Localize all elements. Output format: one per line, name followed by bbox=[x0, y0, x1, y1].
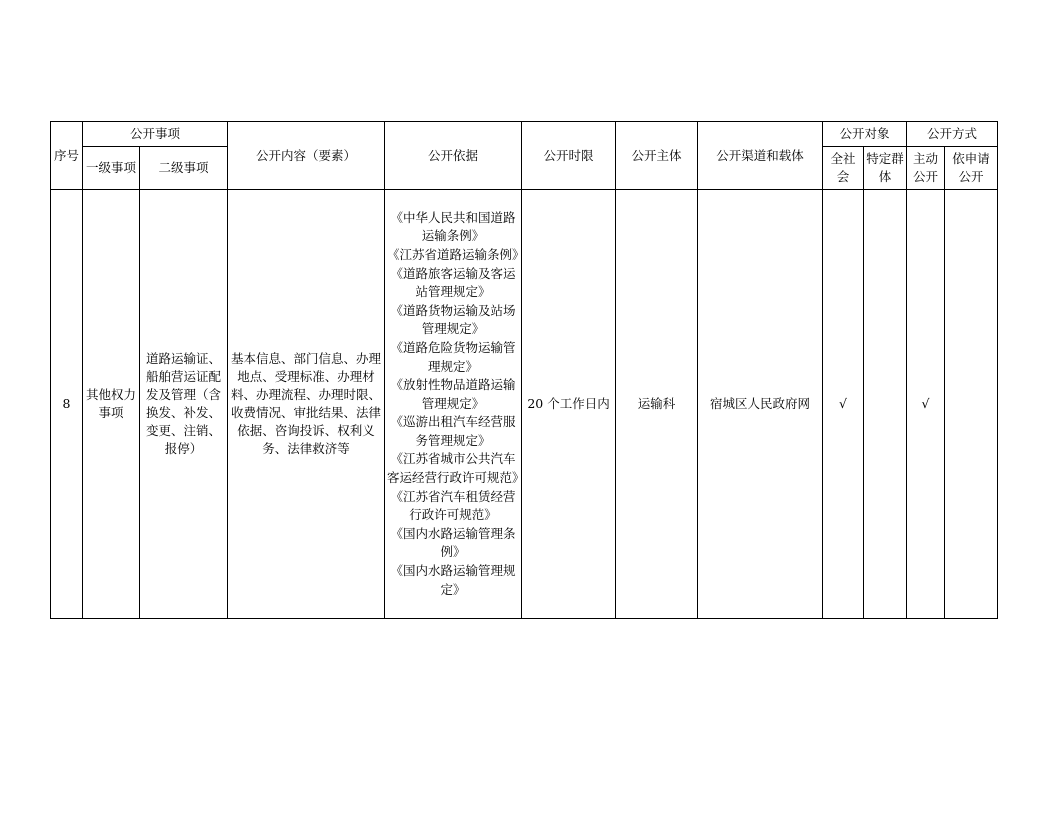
header-content: 公开内容（要素） bbox=[228, 122, 385, 190]
basis-item: 《中华人民共和国道路运输条例》 bbox=[390, 209, 516, 244]
cell-level2: 道路运输证、船舶营运证配发及管理（含换发、补发、变更、注销、报停） bbox=[140, 190, 228, 619]
cell-basis bbox=[385, 190, 525, 619]
basis-item: 《江苏省城市公共汽车客运经营行政许可规范》 bbox=[387, 451, 525, 486]
header-method-active: 主动公开 bbox=[907, 147, 945, 190]
disclosure-table bbox=[50, 121, 998, 619]
cell-target-specific-check bbox=[864, 190, 907, 619]
cell-seq: 8 bbox=[51, 190, 83, 619]
header-method-request: 依申请公开 bbox=[945, 147, 998, 190]
header-method: 公开方式 bbox=[907, 122, 998, 147]
cell-method-request-check bbox=[945, 190, 998, 619]
basis-item: 《江苏省道路运输条例》 bbox=[387, 246, 525, 262]
header-basis: 公开依据 bbox=[385, 122, 522, 190]
header-target-specific: 特定群体 bbox=[864, 147, 907, 190]
cell-channel: 宿城区人民政府网 bbox=[698, 190, 823, 619]
cell-level1: 其他权力事项 bbox=[83, 190, 140, 619]
basis-item: 《道路旅客运输及客运站管理规定》 bbox=[390, 265, 516, 300]
header-level1: 一级事项 bbox=[83, 147, 140, 190]
header-level2: 二级事项 bbox=[140, 147, 228, 190]
basis-item: 《江苏省汽车租赁经营行政许可规范》 bbox=[390, 488, 516, 523]
cell-method-active-check: √ bbox=[907, 190, 945, 619]
basis-item: 《道路危险货物运输管理规定》 bbox=[390, 339, 516, 374]
basis-item: 《放射性物品道路运输管理规定》 bbox=[390, 377, 516, 411]
basis-item: 《巡游出租汽车经营服务管理规定》 bbox=[390, 414, 516, 448]
cell-time-limit: 20 个工作日内 bbox=[522, 190, 616, 619]
basis-item: 《国内水路运输管理规定》 bbox=[390, 563, 516, 597]
cell-content: 基本信息、部门信息、办理地点、受理标准、办理材料、办理流程、办理时限、收费情况、审批结果、法律依据、咨询投诉、权利义务、法律救济等 bbox=[228, 190, 385, 619]
header-channel: 公开渠道和载体 bbox=[698, 122, 823, 190]
cell-target-all-check: √ bbox=[823, 190, 864, 619]
header-subject: 公开主体 bbox=[616, 122, 698, 190]
cell-subject: 运输科 bbox=[616, 190, 698, 619]
header-public-matter: 公开事项 bbox=[83, 122, 228, 147]
header-time-limit: 公开时限 bbox=[522, 122, 616, 190]
table-row bbox=[51, 190, 998, 619]
header-target-all: 全社会 bbox=[823, 147, 864, 190]
header-target: 公开对象 bbox=[823, 122, 907, 147]
basis-item: 《国内水路运输管理条例》 bbox=[390, 525, 516, 560]
header-seq: 序号 bbox=[51, 122, 83, 190]
basis-item: 《道路货物运输及站场管理规定》 bbox=[390, 302, 516, 337]
